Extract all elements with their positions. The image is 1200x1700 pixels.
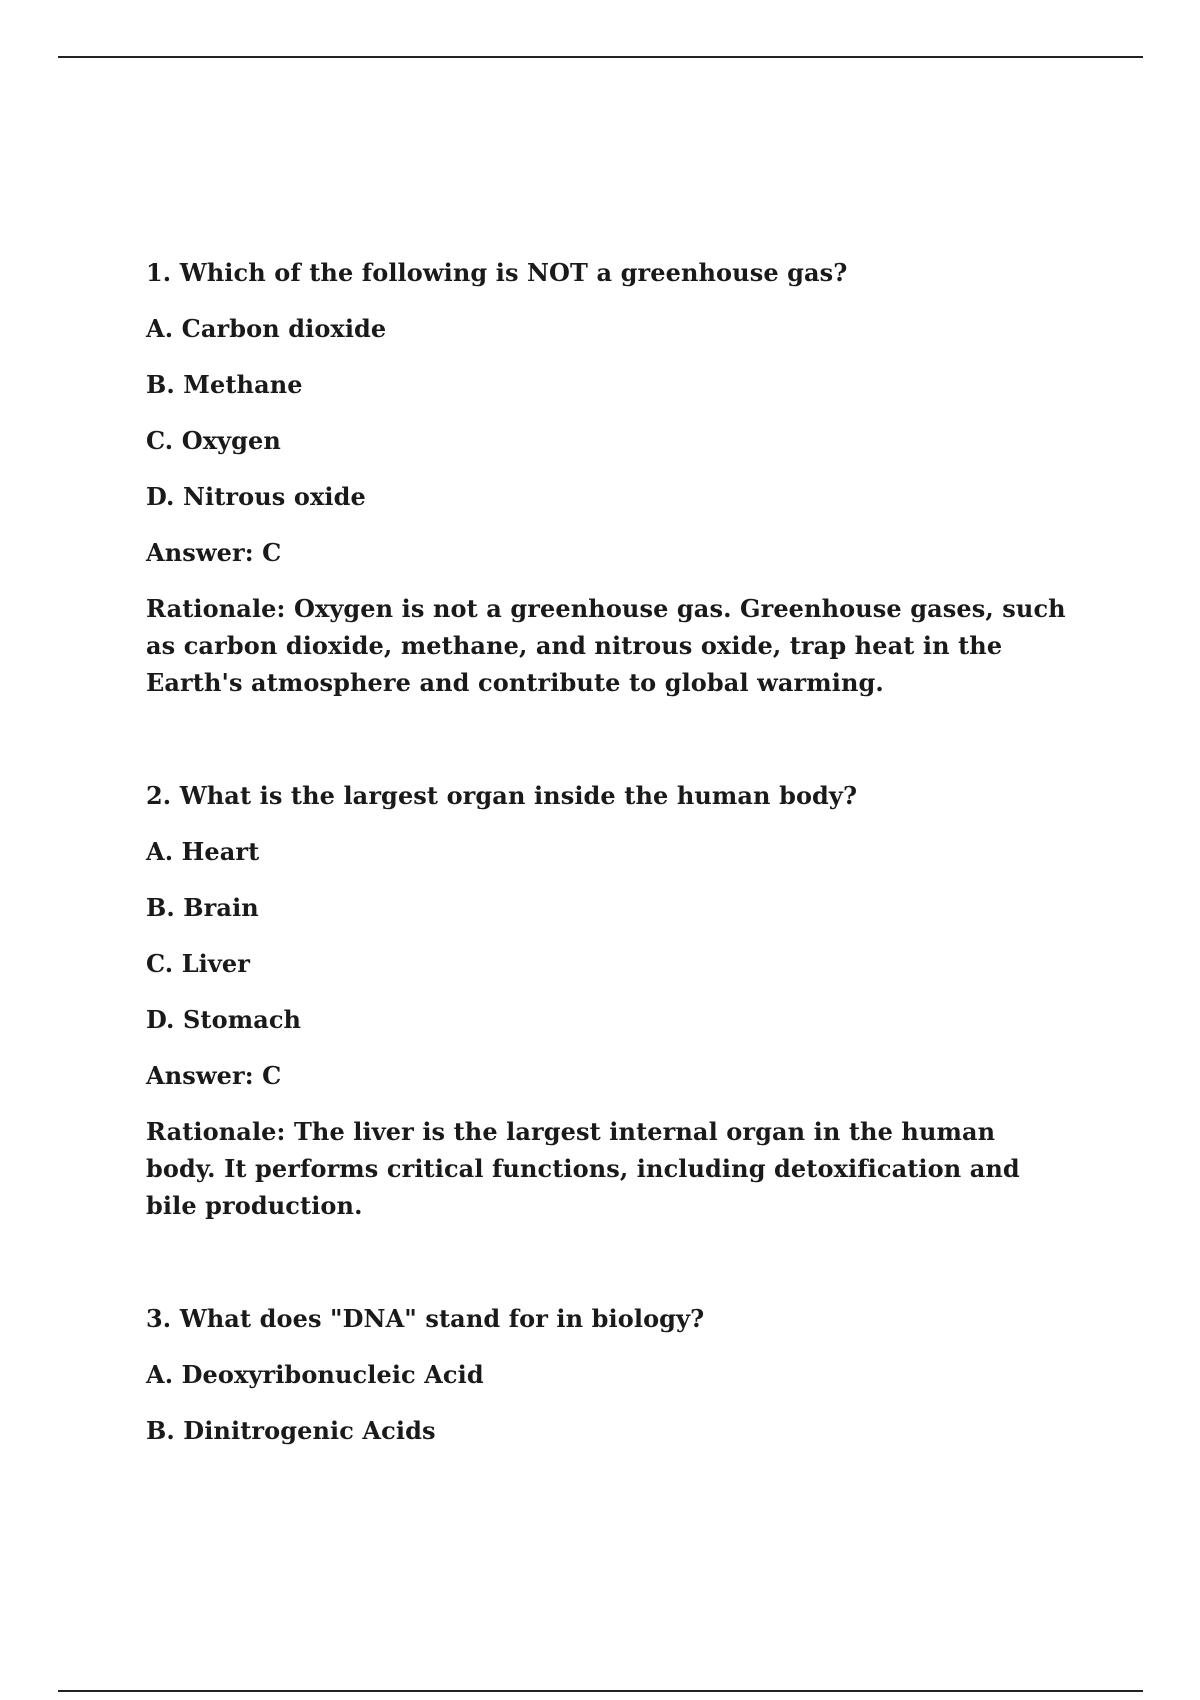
question-block-2: [146, 777, 1066, 1224]
answer-text: Answer: C: [146, 538, 282, 567]
rationale-text: Rationale: Oxygen is not a greenhouse gas. Greenhouse gases, such as carbon dioxide, methane, and nitrous oxide, trap heat in the Earth's atmosphere and contribute to global warming.: [146, 594, 1066, 697]
option-a: A. Deoxyribonucleic Acid: [146, 1360, 484, 1389]
question-prompt: 3. What does "DNA" stand for in biology?: [146, 1304, 705, 1333]
question-block-3: [146, 1300, 1066, 1449]
option-b: B. Methane: [146, 370, 303, 399]
question-prompt: 2. What is the largest organ inside the human body?: [146, 781, 858, 810]
answer-text: Answer: C: [146, 1061, 282, 1090]
option-c: C. Oxygen: [146, 426, 281, 455]
header-rule: [58, 56, 1143, 58]
quiz-content: [146, 254, 1066, 1525]
option-a: A. Heart: [146, 837, 260, 866]
option-b: B. Dinitrogenic Acids: [146, 1416, 436, 1445]
option-b: B. Brain: [146, 893, 259, 922]
question-block-1: [146, 254, 1066, 701]
option-a: A. Carbon dioxide: [146, 314, 387, 343]
option-d: D. Stomach: [146, 1005, 302, 1034]
question-prompt: 1. Which of the following is NOT a greenhouse gas?: [146, 258, 848, 287]
rationale-text: Rationale: The liver is the largest internal organ in the human body. It performs critical functions, including detoxification and bile production.: [146, 1117, 1020, 1220]
footer-rule: [58, 1690, 1143, 1692]
option-c: C. Liver: [146, 949, 251, 978]
option-d: D. Nitrous oxide: [146, 482, 366, 511]
